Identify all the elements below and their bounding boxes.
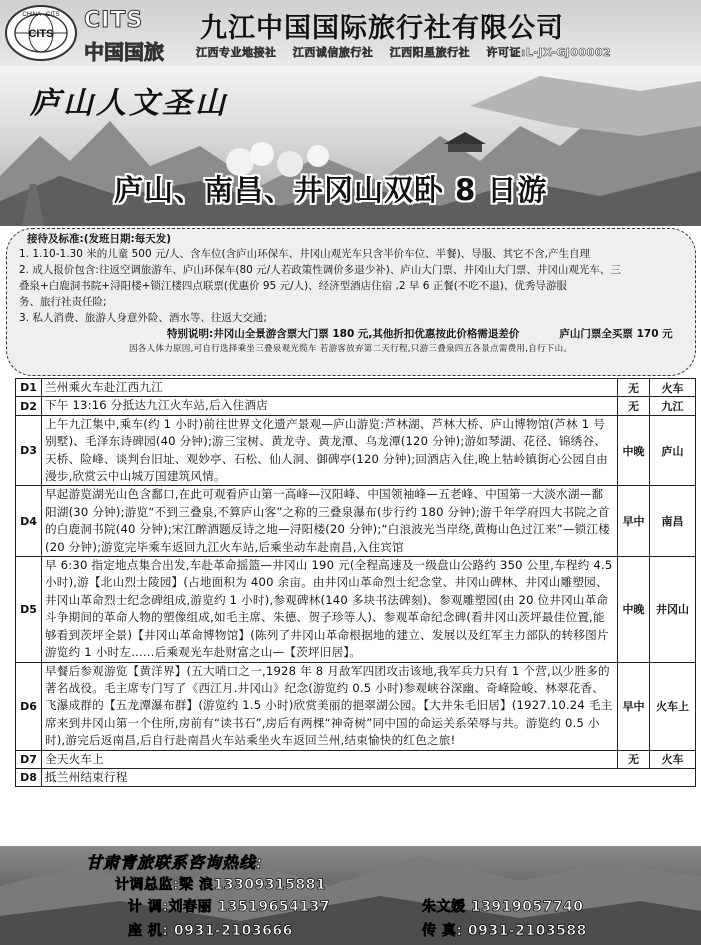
contact-phone: 13919057740	[470, 899, 584, 915]
day-label: D7	[16, 750, 42, 768]
pricing-item-1: 1. 1.10-1.30 米的儿童 500 元/人、含车位(含庐山环保车、井冈山观光车只含半价车位、半餐)、导服、其它不含,产生自理	[19, 248, 591, 260]
brand-cn: 中国国旅	[84, 40, 164, 64]
special-notice-b: 庐山门票全买票 170 元	[559, 328, 673, 340]
contact-heading: 甘肃青旅联系咨询热线:	[86, 853, 264, 872]
pricing-item-2-cont2: 务、旅行社责任险;	[19, 296, 107, 308]
day-description: 下午 13:16 分抵达九江火车站,后入住酒店	[42, 397, 618, 415]
meal-cell: 中晚	[618, 557, 650, 662]
meal-cell: 早中	[618, 662, 650, 750]
contact-label: 座 机:	[128, 923, 169, 939]
meal-cell: 无	[618, 397, 650, 415]
contact-phone: 13309315881	[213, 877, 327, 893]
day-description: 上午九江集中,乘车(约 1 小时)前往世界文化遗产景观—庐山游览:芦林湖、芦林大桥、庐山博物馆(芦林 1 号别墅)、毛泽东诗碑园(40 分钟);游三宝树、黄龙寺、黄龙潭、乌龙潭(120 分钟);游如琴湖、花径、锦绣谷、天桥、险峰、谈判台旧址、观妙亭、石松、仙人洞、御碑亭(120 分钟);回酒店入住,晚上牯岭镇街心公园自由漫步,欣赏云中山城万国建筑风情。	[42, 415, 618, 486]
table-row	[16, 662, 696, 750]
contact-footer	[0, 846, 701, 945]
day-description: 早 6:30 指定地点集合出发,车赴革命摇篮—井冈山 190 元(全程高速及一级盘山公路约 350 公里,车程约 4.5 小时),游【北山烈士陵园】(占地面积为 400 余亩。由井冈山革命烈士纪念堂、井冈山碑林、井冈山雕塑园、井冈山革命烈士纪念碑组成,游览约 1 小时),参观碑林(140 多块书法碑刻)、参观雕塑园(由 20 位井冈山革命斗争期间的革命人物的塑像组成,如毛主席、朱德、贺子珍等人)、参观革命纪念碑(看井冈山茨坪最佳位置,能够看到茨坪全景)【井冈山革命博物馆】(陈列了井冈山革命根据地的建立、发展以及红军主力部队的转移图片游览约 1 小时左……后乘观光车赴财富之山—【茨坪旧居】。	[42, 557, 618, 662]
contact-label: 朱文媛	[422, 899, 466, 915]
contact-phone: 13519654137	[217, 899, 331, 915]
day-description: 早起游览湖光山色含鄱口,在此可观看庐山第一高峰—汉阳峰、中国领袖峰—五老峰、中国第一大淡水湖—鄱阳湖(30 分钟);游览“不到三叠泉,不算庐山客”之称的三叠泉瀑布(步行约 180 分钟);游千年学府四大书院之首的白鹿洞书院(40 分钟);宋江醉酒题反诗之地—浔阳楼(20 分钟);“白浪波光当岸绕,黄梅山色过江来”—锁江楼(20 分钟);游览完毕乘车返回九江火车站,后乘坐动车赴南昌,入住宾馆	[42, 486, 618, 557]
day-label: D2	[16, 397, 42, 415]
day-label: D5	[16, 557, 42, 662]
day-label: D4	[16, 486, 42, 557]
tour-title: 庐山、南昌、井冈山双卧 8 日游	[114, 173, 548, 207]
meal-cell: 无	[618, 379, 650, 397]
contact-phone: 0931-2103666	[173, 923, 293, 939]
branch-line	[196, 44, 623, 60]
branch-3: 江西阳星旅行社	[389, 46, 471, 59]
table-row	[16, 397, 696, 415]
stay-cell: 庐山	[650, 415, 696, 486]
header	[0, 0, 701, 66]
table-row	[16, 768, 696, 786]
stay-cell: 火车	[650, 750, 696, 768]
pricing-box	[6, 228, 696, 376]
slogan: 庐山人文圣山	[30, 86, 228, 121]
table-row	[16, 486, 696, 557]
table-row	[16, 379, 696, 397]
table-row	[16, 557, 696, 662]
license-number: 许可证:L-JX-GJ00002	[486, 46, 612, 59]
cits-globe-logo-icon	[4, 4, 78, 62]
logo-inner-text: CITS	[28, 28, 54, 40]
contact-director	[115, 874, 326, 894]
contact-phone: 0931-2103588	[467, 923, 587, 939]
day-description: 抵兰州结束行程	[42, 768, 696, 786]
contact-fax	[422, 920, 587, 940]
day-label: D6	[16, 662, 42, 750]
stay-cell: 南昌	[650, 486, 696, 557]
day-label: D8	[16, 768, 42, 786]
table-row	[16, 415, 696, 486]
day-description: 全天火车上	[42, 750, 618, 768]
meal-cell: 无	[618, 750, 650, 768]
day-description: 早餐后参观游览【黄洋界】(五大哨口之一,1928 年 8 月敌军四团攻击该地,我军兵力只有 1 个营,以少胜多的著名战役。毛主席专门写了《西江月.井冈山》纪念(游览约 0.5 小时)参观峡谷深幽、奇峰险峻、林翠花香、飞瀑成群的【五龙潭瀑布群】(游览约 1.5 小时)欣赏美丽的挹翠湖公园。【大井朱毛旧居】(1927.10.24 毛主席来到井冈山第一个住所,房前有“读书石”,房后有两棵“神奇树”同中国的命运关系荣辱与共。游览约 0.5 小时),游完后返南昌,后自行赴南昌火车站乘坐火车返回兰州,结束愉快的红色之旅!	[42, 662, 618, 750]
stay-cell: 火车上	[650, 662, 696, 750]
day-description: 兰州乘火车赴江西九江	[42, 379, 618, 397]
contact-planner-2	[422, 896, 584, 916]
logo-ring-text: CHINA · CITS	[22, 12, 60, 18]
pricing-item-3: 3. 私人消费、旅游人身意外险、酒水等、往返大交通;	[19, 312, 267, 324]
contact-label: 计 调:刘春丽	[128, 899, 212, 915]
meal-cell: 早中	[618, 486, 650, 557]
day-label: D1	[16, 379, 42, 397]
stay-cell: 井冈山	[650, 557, 696, 662]
special-notice-a: 特别说明:井冈山全景游含票大门票 180 元,其他折扣优惠按此价格需退差价	[167, 328, 520, 340]
stay-cell: 九江	[650, 397, 696, 415]
pricing-item-2-cont: 叠泉+白鹿洞书院+浔阳楼+锁江楼四点联票(优惠价 95 元/人)、经济型酒店住宿 ,2 早 6 正餐(不吃不退)、优秀导游服	[19, 280, 567, 292]
contact-landline	[128, 920, 293, 940]
special-notice	[167, 326, 683, 342]
brand-en: CITS	[84, 8, 144, 33]
table-row	[16, 750, 696, 768]
day-label: D3	[16, 415, 42, 486]
contact-planner	[128, 896, 330, 916]
company-name: 九江中国国际旅行社有限公司	[200, 13, 564, 44]
itinerary-table	[15, 378, 696, 787]
contact-label: 传 真:	[422, 923, 463, 939]
meal-cell: 中晚	[618, 415, 650, 486]
pricing-title: 接待及标准:(发班日期:每天发)	[27, 233, 171, 245]
banner	[0, 66, 701, 226]
branch-1: 江西专业地接社	[196, 46, 277, 59]
branch-2: 江西诚信旅行社	[292, 46, 374, 59]
contact-label: 计调总监:梁 浪	[115, 877, 214, 893]
pricing-note: 因各人体力原因,可自行选择乘坐三叠泉观光缆车 若游客放弃第二天行程,只游三叠泉四五各景点需费用,自行下山。	[129, 344, 573, 354]
pricing-item-2: 2. 成人报价包含:往返空调旅游车、庐山环保车(80 元/人若政策性调价多退少补)、庐山大门票、井冈山大门票、井冈山观光车、三	[19, 264, 621, 276]
stay-cell: 火车	[650, 379, 696, 397]
